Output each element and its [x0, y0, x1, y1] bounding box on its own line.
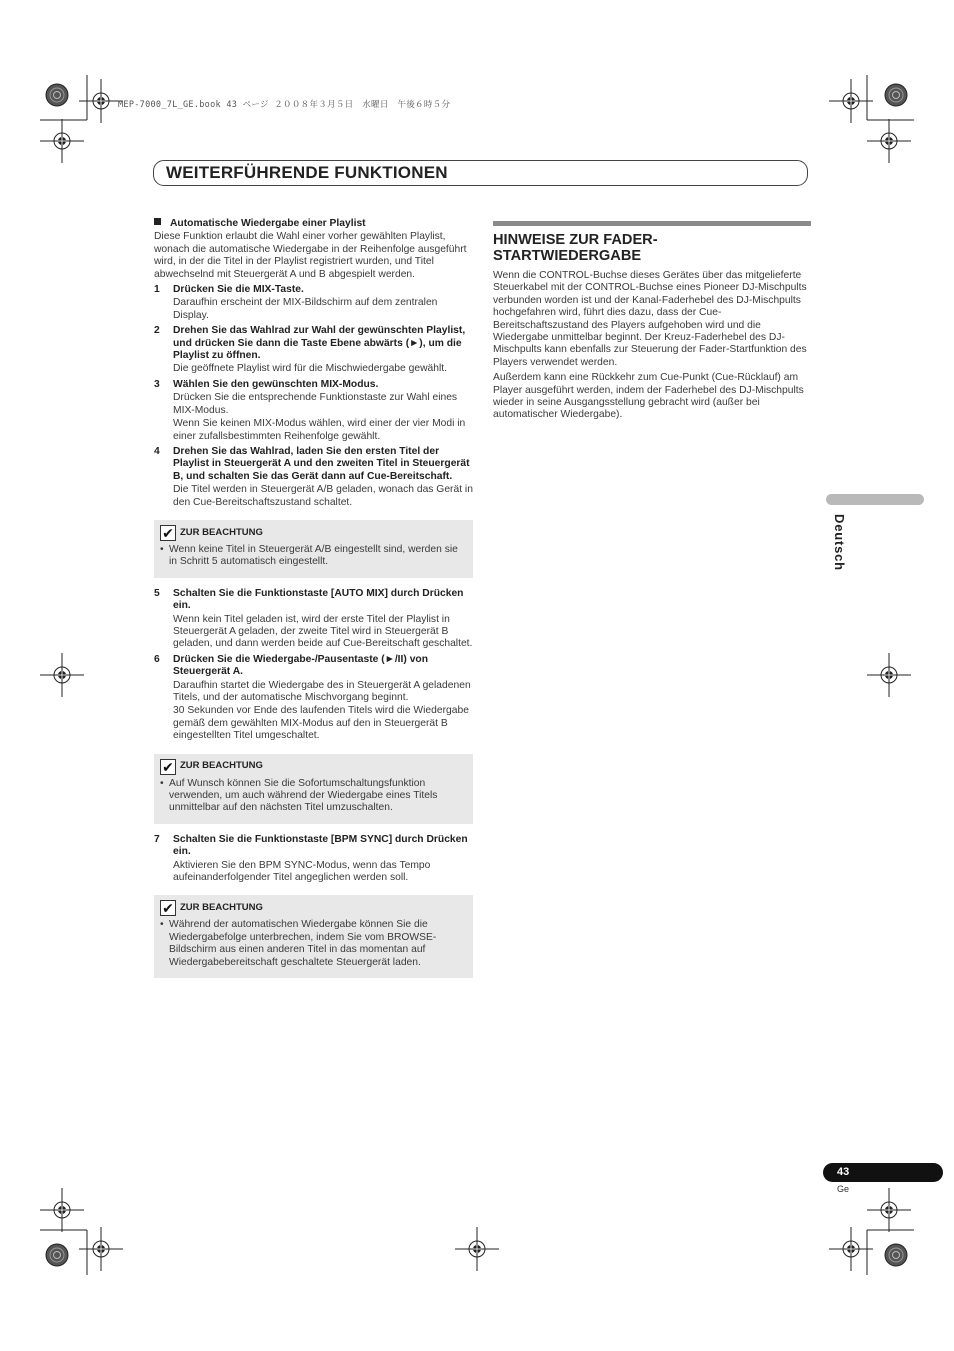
section-title: WEITERFÜHRENDE FUNKTIONEN: [166, 163, 448, 182]
step-body: Drücken Sie die entsprechende Funktionstaste zur Wahl eines MIX-Modus.: [173, 392, 458, 416]
step-number: 5: [154, 587, 160, 599]
page-number: 43: [823, 1163, 943, 1182]
registration-mark-icon: [867, 1188, 911, 1232]
color-target-icon: [885, 1244, 907, 1266]
step-body: Wenn kein Titel geladen ist, wird der erste Titel der Playlist in Steuergerät A geladen, der zweite Titel wird in Steuergerät B geladen, und dann werden beide auf Cue-Bereitschaft geschaltet.: [173, 613, 473, 650]
step-item: [154, 379, 473, 443]
step-body: Aktivieren Sie den BPM SYNC-Modus, wenn das Tempo aufeinanderfolgender Titel angeglichen werden soll.: [173, 859, 431, 884]
paragraph: Wenn die CONTROL-Buchse dieses Gerätes über das mitgelieferte Steuerkabel mit der CONTROL-Buchse eines Pioneer DJ-Mischpults verbunden worden ist und der Kanal-Faderhebel des DJ-Mischpults hochgefahren wird, führt dies dazu, dass der Cue-Bereitschaftszustand des Players aufgehoben wird und die Wiedergabe unmittelbar beginnt. Der Kreuz-Faderhebel des DJ-Mischpults kann ebenfalls zur Steuerung der Fader-Startfunktion des Players verwendet werden.: [493, 270, 807, 368]
step-list: [154, 588, 473, 743]
square-bullet-icon: [154, 218, 161, 225]
registration-mark-icon: [79, 1227, 123, 1271]
intro-text: Diese Funktion erlaubt die Wahl einer vorher gewählten Playlist, wonach die automatische Wiedergabe in der Reihenfolge ausgeführt wird, in der die Titel in der Playlist registriert wurden, und Titel abwechselnd mit Steuergerät A und B abgespielt werden.: [154, 231, 467, 280]
step-heading: Drehen Sie das Wahlrad zur Wahl der gewünschten Playlist, und drücken Sie dann die Taste Ebene abwärts (►), um die Playlist zu öffnen.: [173, 325, 466, 362]
section-title-bar: [153, 160, 808, 186]
registration-mark-icon: [40, 653, 84, 697]
step-body: Daraufhin startet die Wiedergabe des in Steuergerät A geladenen Titels, und der automatische Mischvorgang beginnt.: [173, 679, 471, 703]
note-box: [154, 520, 473, 578]
paragraph: Außerdem kann eine Rückkehr zum Cue-Punkt (Cue-Rücklauf) am Player ausgeführt werden, indem der Faderhebel des DJ-Mischpults wieder in seine Ausgangsstellung gebracht wird (außer bei automatischer Wiedergabe).: [493, 372, 804, 421]
note-heading: ✔ ZUR BEACHTUNG: [160, 759, 467, 775]
step-item: [154, 284, 473, 322]
step-heading: Schalten Sie die Funktionstaste [AUTO MIX] durch Drücken ein.: [173, 587, 464, 612]
step-number: 6: [154, 653, 160, 665]
step-number: 4: [154, 445, 160, 457]
registration-mark-icon: [829, 79, 873, 123]
step-list: [154, 834, 473, 885]
step-item: [154, 834, 473, 885]
step-number: 3: [154, 378, 160, 390]
heading-rule: [493, 221, 811, 226]
registration-mark-icon: [867, 653, 911, 697]
note-heading: ✔ ZUR BEACHTUNG: [160, 525, 467, 541]
step-body: Die Titel werden in Steuergerät A/B geladen, wonach das Gerät in den Cue-Bereitschaftszustand schaltet.: [173, 484, 473, 508]
page-language: Ge: [837, 1184, 850, 1194]
color-target-icon: [46, 1244, 68, 1266]
registration-mark-icon: [40, 1188, 84, 1232]
language-tab: [826, 494, 924, 505]
step-number: 2: [154, 325, 160, 337]
print-header: MEP-7000_7L_GE.book 43 ページ ２００８年３月５日 水曜日 午後６時５分: [118, 100, 451, 110]
checkmark-icon: ✔: [160, 525, 176, 541]
language-label: Deutsch: [832, 514, 847, 571]
registration-mark-icon: [867, 119, 911, 163]
registration-mark-icon: [40, 119, 84, 163]
right-heading: HINWEISE ZUR FADER- STARTWIEDERGABE: [493, 232, 658, 264]
step-item: [154, 654, 473, 743]
step-heading: Drücken Sie die MIX-Taste.: [173, 284, 304, 296]
step-list: [154, 284, 473, 509]
step-heading: Wählen Sie den gewünschten MIX-Modus.: [173, 378, 379, 390]
note-item: • Wenn keine Titel in Steuergerät A/B eingestellt sind, werden sie in Schritt 5 automatisch eingestellt.: [160, 544, 467, 569]
checkmark-icon: ✔: [160, 759, 176, 775]
registration-mark-icon: [455, 1227, 499, 1271]
step-item: [154, 325, 473, 376]
registration-mark-icon: [79, 79, 123, 123]
step-number: 7: [154, 833, 160, 845]
registration-mark-icon: [829, 1227, 873, 1271]
step-number: 1: [154, 284, 160, 296]
step-heading: Drücken Sie die Wiedergabe-/Pausentaste (►/II) von Steuergerät A.: [173, 653, 429, 678]
note-box: [154, 895, 473, 978]
color-target-icon: [46, 84, 68, 106]
note-item: • Auf Wunsch können Sie die Sofortumschaltungsfunktion verwenden, um auch während der Wiedergabe eines Titels unmittelbar auf den nächsten Titel umzuschalten.: [160, 778, 467, 815]
note-item: • Während der automatischen Wiedergabe können Sie die Wiedergabefolge unterbrechen, indem Sie vom BROWSE-Bildschirm aus einen anderen Titel in das momentan auf Wiedergabebereitschaft geschaltete Steuergerät laden.: [160, 919, 467, 969]
step-item: [154, 588, 473, 651]
note-heading: ✔ ZUR BEACHTUNG: [160, 900, 467, 916]
step-body: Die geöffnete Playlist wird für die Mischwiedergabe gewählt.: [173, 363, 447, 375]
step-heading: Drehen Sie das Wahlrad, laden Sie den ersten Titel der Playlist in Steuergerät A und den zweiten Titel in Steuergerät B, und schalten Sie das Gerät dann auf Cue-Bereitschaft.: [173, 445, 470, 482]
subheading: Automatische Wiedergabe einer Playlist: [154, 218, 473, 230]
right-column: [493, 221, 811, 422]
step-body: 30 Sekunden vor Ende des laufenden Titels wird die Wiedergabe gemäß dem gewählten MIX-Modus auf den in Steuergerät B eingestellten Titel umgeschaltet.: [173, 705, 469, 742]
color-target-icon: [885, 84, 907, 106]
step-item: [154, 446, 473, 509]
note-box: [154, 754, 473, 824]
step-body: Daraufhin erscheint der MIX-Bildschirm auf dem zentralen Display.: [173, 297, 438, 321]
step-heading: Schalten Sie die Funktionstaste [BPM SYNC] durch Drücken ein.: [173, 833, 468, 858]
step-body: Wenn Sie keinen MIX-Modus wählen, wird einer der vier Modi in einer zufallsbestimmten Reihenfolge gewählt.: [173, 418, 466, 442]
left-column: [154, 218, 473, 988]
checkmark-icon: ✔: [160, 900, 176, 916]
